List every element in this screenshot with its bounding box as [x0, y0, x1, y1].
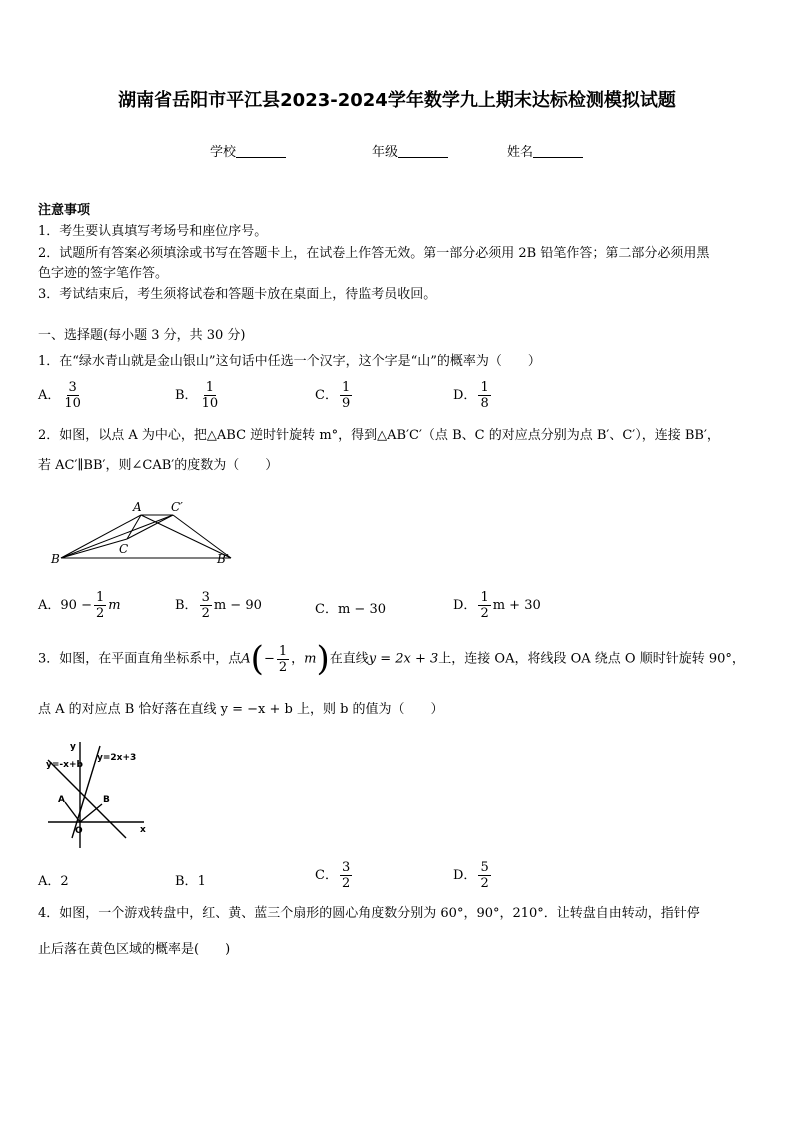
- q3-line2-label: y=-x+b: [46, 760, 83, 770]
- note-item: 色字迹的签字笔作答。: [38, 266, 169, 281]
- q3-option-a: A．2: [38, 874, 69, 889]
- q4-stem-line1: 4．如图，一个游戏转盘中，红、黄、蓝三个扇形的圆心角度数分别为 60°，90°，210°．让转盘自由转动，指针停: [38, 906, 700, 921]
- q1-stem: 1．在“绿水青山就是金山银山”这句话中任选一个汉字，这个字是“山”的概率为（ ）: [38, 354, 541, 369]
- q3-option-d: D． $\frac{5}{2}$: [453, 860, 489, 891]
- q1-option-c: C． $\frac{1}{9}$: [315, 380, 351, 411]
- q2-label-a: A: [133, 500, 142, 514]
- q2-stem-line2: 若 AC′∥BB′，则∠CAB′的度数为（ ）: [38, 458, 279, 473]
- q1-option-a: A． $\frac{3}{10}$: [38, 380, 81, 411]
- q3-stem-line2: 点 A 的对应点 B 恰好落在直线 y = −x + b 上，则 b 的值为（ ）: [38, 702, 444, 717]
- grade-blank: [398, 145, 448, 158]
- q4-stem-line2: 止后落在黄色区域的概率是( ): [38, 942, 231, 957]
- q2-option-a: A．90 − $\frac{1}{2}$ m: [38, 590, 121, 621]
- note-item: 1．考生要认真填写考场号和座位序号。: [38, 224, 268, 239]
- q3-figure: [42, 738, 152, 853]
- q2-label-b: B: [51, 552, 60, 566]
- note-item: 3．考试结束后，考生须将试卷和答题卡放在桌面上，待监考员收回。: [38, 287, 437, 302]
- q3-point-a: A: [58, 795, 65, 805]
- q3-line1-label: y=2x+3: [97, 753, 137, 763]
- name-blank: [533, 145, 583, 158]
- note-item: 2．试题所有答案必须填涂或书写在答题卡上，在试卷上作答无效。第一部分必须用 2B 铅笔作答；第二部分必须用黑: [38, 246, 710, 261]
- q3-axis-y: y: [70, 742, 76, 752]
- q3-option-c: C． $\frac{3}{2}$: [315, 860, 351, 891]
- notes-heading: 注意事项: [38, 203, 91, 218]
- section-heading: 一、选择题(每小题 3 分，共 30 分): [38, 328, 246, 343]
- q3-option-b: B．1: [175, 874, 206, 889]
- q1-option-b: B． $\frac{1}{10}$: [175, 380, 219, 411]
- q2-label-c: C: [119, 542, 129, 556]
- page-title: 湖南省岳阳市平江县2023-2024学年数学九上期末达标检测模拟试题: [118, 90, 676, 111]
- q2-option-b: B． $\frac{3}{2}$ m − 90: [175, 590, 262, 621]
- q3-origin: O: [75, 826, 83, 836]
- q2-option-d: D． $\frac{1}{2}$ m + 30: [453, 590, 541, 621]
- school-label: 学校: [210, 145, 237, 160]
- school-blank: [236, 145, 286, 158]
- q1-option-d: D． $\frac{1}{8}$: [453, 380, 489, 411]
- school-field: [210, 141, 286, 160]
- q3-stem-line1: 3．如图，在平面直角坐标系中，点A(− $\frac{1}{2}$ ，m)在直线y = 2x + 3上，连接 OA，将线段 OA 绕点 O 顺时针旋转 90°，: [38, 639, 745, 679]
- q3-point-b: B: [103, 795, 110, 805]
- q2-stem-line1: 2．如图，以点 A 为中心，把△ABC 逆时针旋转 m°，得到△AB′C′（点 B、C 的对应点分别为点 B′、C′），连接 BB′，: [38, 428, 720, 443]
- q2-figure: [45, 497, 245, 572]
- name-field: [507, 141, 583, 160]
- q3-axis-x: x: [140, 825, 146, 835]
- grade-label: 年级: [372, 145, 399, 160]
- grade-field: [372, 141, 448, 160]
- q2-label-cprime: C′: [171, 500, 183, 514]
- name-label: 姓名: [507, 145, 534, 160]
- q2-option-c: C．m − 30: [315, 602, 386, 617]
- q2-label-bprime: B′: [217, 552, 229, 566]
